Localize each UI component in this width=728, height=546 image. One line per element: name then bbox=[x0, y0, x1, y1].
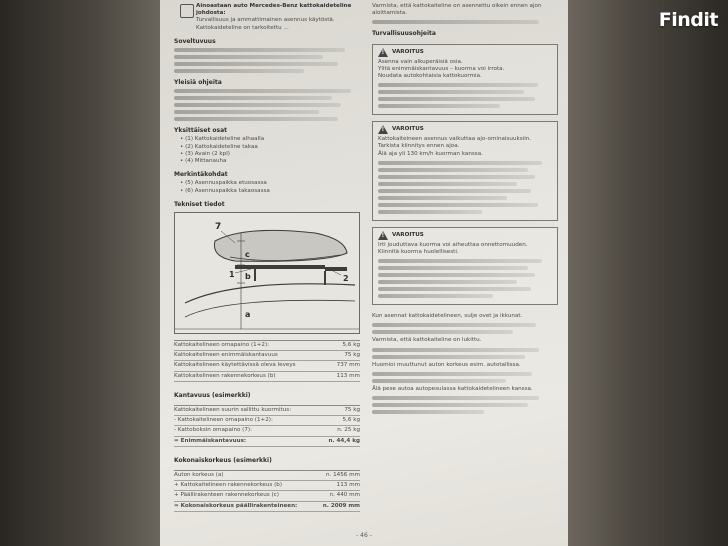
row-label: Kattokaitelineen rakennekorkeus (b) bbox=[174, 372, 276, 379]
right-column bbox=[372, 0, 558, 417]
row-value: 5,6 kg bbox=[342, 342, 360, 349]
warning-line: Noudata autokohtaisia kattokuormia. bbox=[378, 73, 482, 80]
row-value: 75 kg bbox=[344, 352, 360, 359]
diagram-label-b: b bbox=[245, 272, 251, 282]
row-label: + Päällirakenteen rakennekorkeus (c) bbox=[174, 492, 279, 499]
row-label: Kattokaitelineen omapaino (1+2): bbox=[174, 342, 270, 349]
row-label: Kattokaitelineen suurin sallittu kuormitus: bbox=[174, 407, 292, 414]
capacity-table bbox=[174, 405, 360, 447]
table-row bbox=[174, 361, 360, 371]
warning-line: Kiinnitä kuorma huolellisesti. bbox=[378, 249, 459, 256]
table-row bbox=[174, 502, 360, 512]
row-label: Kattokaitelineen enimmäiskantavuus bbox=[174, 352, 278, 359]
note-line: Älä pese autoa autopesulassa kattokaidetelineen kanssa. bbox=[372, 385, 533, 392]
row-value: n. 44,4 kg bbox=[328, 437, 360, 444]
heading-instructions: Yleisiä ohjeita bbox=[174, 79, 222, 87]
row-value: 113 mm bbox=[336, 482, 360, 489]
roof-rack-drawing bbox=[175, 213, 359, 333]
warning-line: Älä aja yli 130 km/h kuorman kanssa. bbox=[378, 150, 483, 157]
table-row bbox=[174, 351, 360, 361]
heading-tech: Tekniset tiedot bbox=[174, 200, 225, 208]
parts-list bbox=[180, 136, 360, 165]
dimensions-table bbox=[174, 340, 360, 382]
background-right bbox=[568, 0, 728, 546]
page-number: - 46 - bbox=[356, 532, 372, 539]
note-line: Kun asennat kattokaidetelineen, sulje ovet ja ikkunat. bbox=[372, 313, 523, 320]
notes bbox=[372, 313, 558, 414]
diagram-label-1: 1 bbox=[229, 270, 235, 280]
height-table bbox=[174, 470, 360, 512]
row-label: = Kokonaiskorkeus päällirakenteineen: bbox=[174, 502, 298, 509]
list-item: • (3) Avain (2 kpl) bbox=[180, 151, 360, 158]
markings-list bbox=[180, 180, 360, 194]
findit-logo: Findit bbox=[658, 9, 718, 31]
row-label: - Kattoboksin omapaino (7): bbox=[174, 427, 252, 434]
diagram-label-c: c bbox=[245, 250, 250, 260]
table-row bbox=[174, 437, 360, 447]
warning-box-3 bbox=[372, 227, 558, 305]
table-row bbox=[174, 406, 360, 416]
row-label: + Kattokaitelineen rakennekorkeus (b) bbox=[174, 482, 283, 489]
row-value: n. 1456 mm bbox=[325, 472, 360, 479]
row-value: 75 kg bbox=[344, 407, 360, 414]
diagram-label-7: 7 bbox=[215, 222, 222, 233]
warning-line: Kattokaiteineen asennus vaikuttaa ajo-ominaisuuksiin. bbox=[378, 136, 532, 143]
heading-safety: Turvallisuusohjeita bbox=[372, 30, 436, 38]
warning-icon bbox=[378, 125, 388, 134]
list-item: • (1) Kattokaideteline alhaalla bbox=[180, 136, 360, 143]
heading-suitability: Soveltuvuus bbox=[174, 37, 216, 45]
list-item: • (6) Asennuspaikka takaosassa bbox=[180, 188, 360, 195]
warning-box-2 bbox=[372, 121, 558, 221]
row-value: n. 2009 mm bbox=[322, 502, 360, 509]
list-item: • (4) Mittanauha bbox=[180, 158, 360, 165]
row-label: Auton korkeus (a) bbox=[174, 472, 224, 479]
manual-page bbox=[160, 0, 568, 546]
warning-label: VAROITUS bbox=[392, 48, 424, 55]
warning-line: Ylitä enimmäiskantavuus – kuorma voi irrota. bbox=[378, 65, 505, 72]
roof-rack-diagram bbox=[174, 212, 360, 334]
right-intro: Varmista, että kattokaiteline on asennettu oikein ennen ajon aloittamista. bbox=[372, 3, 542, 17]
warning-line: Irti jouduttava kuorma voi aiheuttaa onnettomuuden. bbox=[378, 241, 528, 248]
note-line: Varmista, että kattokaiteline on lukittu. bbox=[372, 337, 482, 344]
warning-label: VAROITUS bbox=[392, 231, 424, 238]
table-row bbox=[174, 372, 360, 382]
heading-capacity: Kantavuus (esimerkki) bbox=[174, 391, 251, 399]
intro-line-1: Ainoastaan auto Mercedes-Benz kattokaideteline johdosta: bbox=[196, 3, 352, 17]
warning-line: Tarkista kiinnitys ennen ajoa. bbox=[378, 143, 460, 150]
note-line: Huomioi muuttunut auton korkeus esim. autotallissa. bbox=[372, 361, 521, 368]
warning-label: VAROITUS bbox=[392, 126, 424, 133]
table-row bbox=[174, 426, 360, 436]
intro-line-2: Turvallisuus ja ammattimainen asennus käytöstä. bbox=[196, 17, 335, 24]
table-row bbox=[174, 341, 360, 351]
row-label: - Kattokaitelineen omapaino (1+2): bbox=[174, 417, 273, 424]
background-left bbox=[0, 0, 160, 546]
warning-box-1 bbox=[372, 44, 558, 116]
left-column bbox=[174, 0, 360, 512]
table-row bbox=[174, 416, 360, 426]
row-value: 113 mm bbox=[336, 372, 360, 379]
row-label: Kattokaitelineen käytettävissä oleva leveys bbox=[174, 362, 296, 369]
table-row bbox=[174, 481, 360, 491]
list-item: • (2) Kattokaideteline takaa bbox=[180, 144, 360, 151]
table-row bbox=[174, 491, 360, 501]
intro-line-3: Kattokaideteline on tarkoitettu ... bbox=[196, 24, 289, 31]
row-value: 5,6 kg bbox=[342, 417, 360, 424]
list-item: • (5) Asennuspaikka etuosassa bbox=[180, 180, 360, 187]
row-label: = Enimmäiskantavuus: bbox=[174, 437, 247, 444]
heading-parts: Yksittäiset osat bbox=[174, 127, 228, 135]
heading-markings: Merkintäkohdat bbox=[174, 171, 228, 179]
warning-icon bbox=[378, 48, 388, 57]
row-value: n. 25 kg bbox=[337, 427, 360, 434]
diagram-label-2: 2 bbox=[343, 274, 349, 284]
heading-height: Kokonaiskorkeus (esimerkki) bbox=[174, 456, 272, 464]
row-value: n. 440 mm bbox=[329, 492, 360, 499]
table-row bbox=[174, 471, 360, 481]
warning-line: Asenna vain alkuperäisiä osia. bbox=[378, 58, 463, 65]
diagram-label-a: a bbox=[245, 310, 251, 320]
row-value: 737 mm bbox=[336, 362, 360, 369]
warning-icon bbox=[378, 231, 388, 240]
